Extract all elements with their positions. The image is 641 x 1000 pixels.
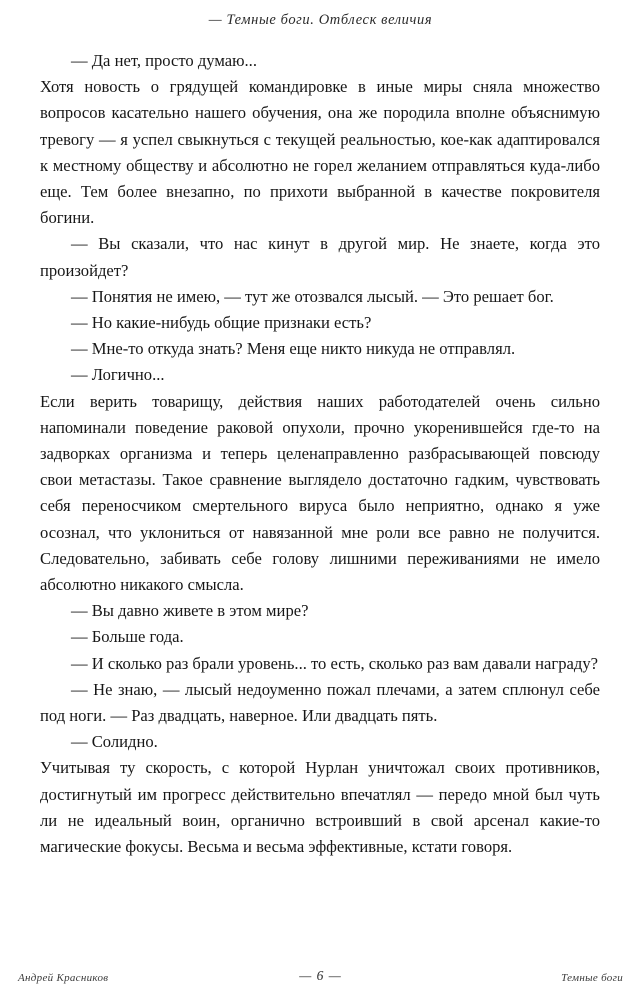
running-header — [0, 12, 641, 29]
paragraph: Учитывая ту скорость, с которой Нурлан уничтожал своих противников, достигнутый им прогресс действительно впечатлял — передо мной был чуть ли не идеальный воин, органично встроивший в свой арсенал какие-то магические фокусы. Весьма и весьма эффективные, кстати говоря. — [40, 758, 600, 857]
paragraph: — Но какие-нибудь общие признаки есть? — [71, 313, 372, 333]
page-number: — 6 — — [299, 968, 342, 983]
paragraph: — Вы сказали, что нас кинут в другой мир. Не знаете, когда это произойдет? — [40, 234, 600, 280]
paragraph: — Больше года. — [71, 627, 184, 647]
paragraph: — Вы давно живете в этом мире? — [71, 601, 309, 621]
paragraph: — Солидно. — [71, 732, 158, 752]
paragraph: — Мне-то откуда знать? Меня еще никто никуда не отправлял. — [71, 339, 516, 359]
paragraph: — Да нет, просто думаю... — [71, 51, 257, 70]
paragraph: — Не знаю, — лысый недоуменно пожал плечами, а затем сплюнул себе под ноги. — Раз двадцать, наверное. Или двадцать пять. — [40, 679, 600, 726]
paragraph: — Логично... — [71, 365, 165, 385]
page-body-text — [40, 48, 600, 860]
paragraph: Хотя новость о грядущей командировке в иные миры сняла множество вопросов касательно нашего обучения, она же породила вполне объяснимую тревогу — я успел свыкнуться с текущей реальностью, кое-как адаптировался к местному обществу и абсолютно не горел желанием отправляться куда-либо еще. Тем более внезапно, по прихоти выбранной в качестве покровителя богини. — [40, 77, 600, 228]
page-footer — [0, 964, 641, 984]
paragraph: Если верить товарищу, действия наших работодателей очень сильно напоминали поведение раковой опухоли, прочно укоренившейся где-то на задворках организма и теперь целенаправленно разбрасывающей повсюду свои метастазы. Такое сравнение выглядело достаточно гадким, чувствовать себя переносчиком смертельного вируса было неприятно, однако я уже осознал, что уклониться от навязанной мне роли все равно не получится. Следовательно, забивать себе голову лишними переживаниями не имело абсолютно никакого смысла. — [40, 391, 600, 595]
paragraph: — Понятия не имею, — тут же отозвался лысый. — Это решает бог. — [71, 286, 554, 306]
footer-book-title: Темные боги — [561, 972, 623, 984]
footer-author: Андрей Красников — [18, 972, 109, 984]
running-header-text: — Темные боги. Отблеск величия — [208, 12, 433, 28]
paragraph: — И сколько раз брали уровень... то есть, сколько раз вам давали награду? — [71, 653, 598, 673]
